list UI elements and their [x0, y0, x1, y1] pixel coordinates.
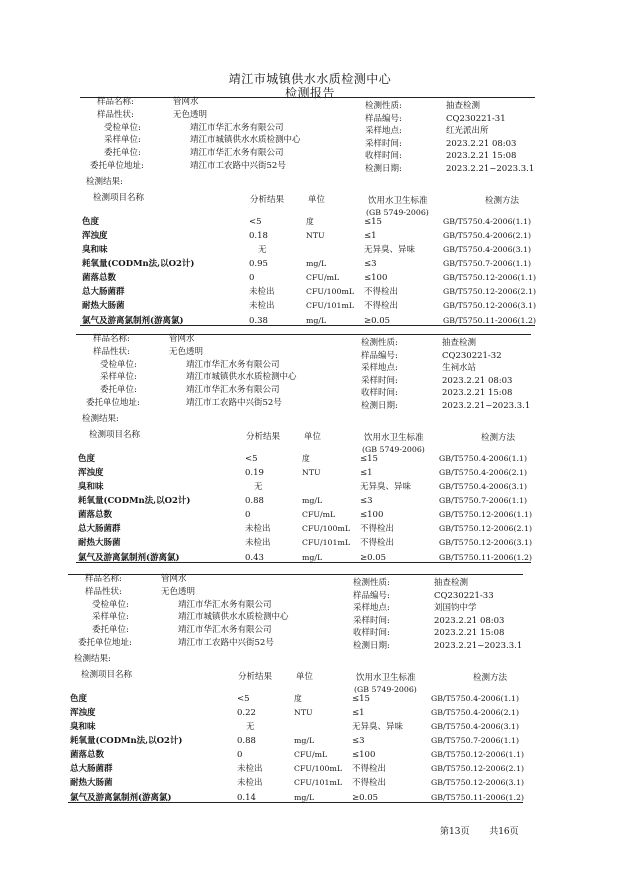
sample-nature-label: 检测性质:	[361, 338, 398, 348]
test-unit: NTU	[294, 708, 313, 717]
sampling-time-value: 2023.2.21 08:03	[446, 138, 517, 149]
test-method: GB/T5750.4-2006(1.1)	[431, 694, 520, 703]
test-result: 未检出	[249, 301, 275, 311]
sample-nature-value: 抽查检测	[446, 101, 481, 111]
sample-no-label: 样品编号:	[365, 113, 402, 124]
report-title: 检测报告	[284, 86, 335, 100]
sample-state-label: 样品性状:	[97, 109, 134, 120]
test-method: GB/T5750.12-2006(2.1)	[443, 287, 536, 296]
test-unit: CFU/100mL	[294, 764, 343, 773]
col-method-header: 检测方法	[473, 673, 508, 683]
test-method: GB/T5750.12-2006(1.1)	[443, 273, 536, 282]
sampling-unit-value: 靖江市城镇供水水质检测中心	[190, 135, 301, 146]
test-item-name: 浑浊度	[78, 468, 104, 478]
sample-state-value: 无色透明	[173, 109, 208, 120]
block-rule-top	[68, 574, 523, 575]
test-unit: CFU/101mL	[302, 538, 351, 547]
test-result: <5	[237, 694, 250, 704]
test-unit: CFU/mL	[306, 273, 340, 282]
test-item-name: 浑浊度	[82, 231, 108, 241]
col-standard-ref: (GB 5749-2006)	[366, 208, 429, 217]
test-standard: ≤15	[364, 217, 382, 227]
test-standard: ≤100	[352, 750, 376, 760]
test-standard: ≤1	[364, 231, 377, 241]
org-title: 靖江市城镇供水水质检测中心	[228, 72, 392, 86]
col-standard-ref: (GB 5749-2006)	[354, 685, 417, 694]
test-method: GB/T5750.11-2006(1.2)	[439, 553, 532, 562]
test-method: GB/T5750.7-2006(1.1)	[439, 496, 528, 505]
sampling-time-value: 2023.2.21 08:03	[434, 615, 505, 626]
sample-name-label: 样品名称:	[85, 574, 122, 584]
test-standard: ≤3	[352, 736, 365, 746]
block-rule-top	[76, 334, 531, 335]
test-standard: 不得检出	[364, 301, 399, 311]
test-unit: 度	[294, 694, 302, 703]
test-date-label: 检测日期:	[361, 401, 398, 411]
test-standard: ≤3	[360, 496, 373, 506]
commission-unit-value: 靖江市华汇水务有限公司	[178, 625, 272, 636]
test-item-name: 耐热大肠菌	[78, 538, 121, 548]
test-result: <5	[249, 217, 262, 227]
test-method: GB/T5750.4-2006(2.1)	[431, 708, 520, 717]
sampling-site-label: 采样地点:	[353, 603, 390, 614]
sample-nature-value: 抽查检测	[434, 578, 469, 588]
client-unit-label: 受检单位:	[104, 122, 141, 133]
sample-no-value: CQ230221-31	[446, 113, 506, 124]
test-method: GB/T5750.7-2006(1.1)	[431, 736, 520, 745]
col-unit-header: 单位	[308, 195, 326, 205]
sampling-time-value: 2023.2.21 08:03	[442, 375, 513, 386]
sample-name-value: 管网水	[161, 574, 187, 584]
test-item-name: 浑浊度	[70, 708, 96, 718]
test-item-name: 色度	[78, 454, 96, 464]
sampling-site-value: 生祠水站	[442, 363, 477, 374]
test-method: GB/T5750.11-2006(1.2)	[431, 793, 524, 802]
test-method: GB/T5750.4-2006(2.1)	[443, 231, 532, 240]
test-item-name: 臭和味	[82, 245, 108, 255]
page-footer	[440, 824, 519, 837]
sampling-unit-value: 靖江市城镇供水水质检测中心	[178, 612, 289, 623]
test-unit: CFU/101mL	[294, 778, 343, 787]
test-item-name: 总大肠菌群	[82, 287, 125, 297]
sample-name-value: 管网水	[169, 334, 195, 344]
test-item-name: 耐热大肠菌	[70, 778, 113, 788]
test-result: 0	[249, 273, 255, 283]
test-result: 0.38	[249, 316, 268, 326]
test-unit: 度	[302, 454, 310, 463]
sample-name-label: 样品名称:	[93, 334, 130, 344]
sample-state-label: 样品性状:	[93, 346, 130, 357]
test-standard: 不得检出	[352, 764, 387, 774]
test-result: 无	[246, 722, 255, 732]
sampling-time-label: 采样时间:	[361, 375, 398, 386]
col-unit-header: 单位	[304, 432, 322, 442]
test-unit: mg/L	[302, 553, 323, 562]
test-standard: 不得检出	[364, 287, 399, 297]
col-standard-header: 饮用水卫生标准	[364, 433, 424, 443]
test-result: 0.14	[237, 793, 256, 803]
test-item-name: 臭和味	[78, 482, 104, 492]
test-result: 0.22	[237, 708, 256, 718]
test-unit: CFU/mL	[294, 750, 328, 759]
test-method: GB/T5750.4-2006(1.1)	[439, 454, 528, 463]
test-standard: ≤3	[364, 259, 377, 269]
col-method-header: 检测方法	[481, 433, 516, 443]
test-method: GB/T5750.4-2006(2.1)	[439, 468, 528, 477]
sampling-site-label: 采样地点:	[365, 126, 402, 137]
col-item-header: 检测项目名称	[93, 193, 145, 203]
sample-state-value: 无色透明	[169, 346, 204, 357]
test-unit: mg/L	[294, 736, 315, 745]
test-method: GB/T5750.12-2006(3.1)	[439, 538, 532, 547]
receive-time-label: 收样时间:	[361, 388, 398, 399]
sample-nature-label: 检测性质:	[365, 101, 402, 111]
sampling-unit-label: 采样单位:	[104, 135, 141, 146]
commission-unit-value: 靖江市华汇水务有限公司	[190, 148, 284, 159]
test-item-name: 氯气及游离氯制剂(游离氯)	[82, 316, 184, 326]
test-item-name: 氯气及游离氯制剂(游离氯)	[70, 793, 172, 803]
test-method: GB/T5750.4-2006(3.1)	[431, 722, 520, 731]
test-method: GB/T5750.12-2006(2.1)	[439, 524, 532, 533]
test-item-name: 菌落总数	[78, 510, 113, 520]
test-method: GB/T5750.12-2006(2.1)	[431, 764, 524, 773]
test-item-name: 总大肠菌群	[78, 524, 121, 534]
commission-address-label: 委托单位地址:	[86, 398, 140, 408]
test-result: 0.88	[237, 736, 256, 746]
test-unit: mg/L	[306, 259, 327, 268]
test-standard: ≤15	[352, 694, 370, 704]
sample-nature-label: 检测性质:	[353, 578, 390, 588]
test-result: 未检出	[237, 764, 263, 774]
test-standard: ≥0.05	[364, 316, 391, 326]
test-result: 无	[258, 245, 267, 255]
test-unit: mg/L	[302, 496, 323, 505]
test-method: GB/T5750.12-2006(3.1)	[431, 778, 524, 787]
receive-time-value: 2023.2.21 15:08	[434, 628, 505, 639]
test-standard: 不得检出	[360, 538, 395, 548]
commission-address-value: 靖江市工农路中兴街52号	[178, 638, 274, 648]
test-unit: mg/L	[294, 793, 315, 802]
test-item-name: 氯气及游离氯制剂(游离氯)	[78, 553, 180, 563]
commission-unit-value: 靖江市华汇水务有限公司	[186, 385, 280, 396]
client-unit-value: 靖江市华汇水务有限公司	[186, 359, 280, 370]
commission-address-value: 靖江市工农路中兴街52号	[186, 398, 282, 408]
test-item-name: 耗氧量(CODMn法,以O2计)	[70, 736, 183, 746]
test-method: GB/T5750.4-2006(3.1)	[439, 482, 528, 491]
sample-no-label: 样品编号:	[361, 350, 398, 361]
sample-nature-value: 抽查检测	[442, 338, 477, 348]
results-label: 检测结果:	[74, 654, 111, 664]
test-result: 未检出	[245, 538, 271, 548]
sample-name-value: 管网水	[173, 97, 199, 107]
test-method: GB/T5750.4-2006(3.1)	[443, 245, 532, 254]
sampling-site-value: 刘国钧中学	[434, 603, 477, 614]
test-standard: 无异臭、异味	[352, 722, 404, 732]
test-item-name: 耗氧量(CODMn法,以O2计)	[82, 259, 195, 269]
test-standard: ≤1	[360, 468, 373, 478]
commission-unit-label: 委托单位:	[100, 385, 137, 396]
test-result: 0.88	[245, 496, 264, 506]
test-result: 0.19	[245, 468, 264, 478]
test-unit: 度	[306, 217, 314, 226]
col-item-header: 检测项目名称	[81, 670, 133, 680]
test-date-label: 检测日期:	[353, 641, 390, 651]
sample-no-label: 样品编号:	[353, 590, 390, 601]
col-unit-header: 单位	[296, 672, 314, 682]
test-result: 未检出	[237, 778, 263, 788]
sampling-unit-label: 采样单位:	[100, 372, 137, 383]
test-standard: ≤100	[360, 510, 384, 520]
col-standard-ref: (GB 5749-2006)	[362, 445, 425, 454]
commission-address-label: 委托单位地址:	[78, 638, 132, 648]
test-method: GB/T5750.11-2006(1.2)	[443, 316, 536, 325]
receive-time-value: 2023.2.21 15:08	[442, 388, 513, 399]
receive-time-label: 收样时间:	[365, 151, 402, 162]
test-standard: ≤100	[364, 273, 388, 283]
page-number: 第13页	[440, 827, 470, 837]
test-result: <5	[245, 454, 258, 464]
test-standard: ≤15	[360, 454, 378, 464]
sampling-unit-label: 采样单位:	[92, 612, 129, 623]
test-item-name: 色度	[70, 694, 88, 704]
test-method: GB/T5750.12-2006(3.1)	[443, 301, 536, 310]
test-standard: 不得检出	[352, 778, 387, 788]
test-standard: ≤1	[352, 708, 365, 718]
sample-no-value: CQ230221-32	[442, 350, 502, 361]
sampling-time-label: 采样时间:	[365, 138, 402, 149]
page-total: 共16页	[489, 827, 519, 837]
test-item-name: 菌落总数	[82, 273, 117, 283]
client-unit-label: 受检单位:	[100, 359, 137, 370]
test-standard: 无异臭、异味	[364, 245, 416, 255]
client-unit-value: 靖江市华汇水务有限公司	[178, 599, 272, 610]
col-result-header: 分析结果	[246, 432, 281, 442]
test-unit: CFU/101mL	[306, 301, 355, 310]
test-result: 未检出	[249, 287, 275, 297]
test-item-name: 耗氧量(CODMn法,以O2计)	[78, 496, 191, 506]
commission-unit-label: 委托单位:	[92, 625, 129, 636]
commission-address-label: 委托单位地址:	[90, 161, 144, 171]
test-standard: 不得检出	[360, 524, 395, 534]
test-date-value: 2023.2.21~2023.3.1	[442, 401, 531, 411]
sample-no-value: CQ230221-33	[434, 590, 494, 601]
test-item-name: 色度	[82, 217, 100, 227]
test-date-value: 2023.2.21~2023.3.1	[434, 641, 523, 651]
test-item-name: 菌落总数	[70, 750, 105, 760]
test-result: 未检出	[245, 524, 271, 534]
sampling-time-label: 采样时间:	[353, 615, 390, 626]
test-date-value: 2023.2.21~2023.3.1	[446, 164, 535, 174]
test-standard: 无异臭、异味	[360, 482, 412, 492]
test-item-name: 总大肠菌群	[70, 764, 113, 774]
test-result: 无	[254, 482, 263, 492]
test-result: 0.43	[245, 553, 264, 563]
client-unit-value: 靖江市华汇水务有限公司	[190, 122, 284, 133]
block-rule-top	[80, 97, 535, 98]
test-result: 0.95	[249, 259, 268, 269]
receive-time-label: 收样时间:	[353, 628, 390, 639]
test-standard: ≥0.05	[360, 553, 387, 563]
test-unit: NTU	[302, 468, 321, 477]
test-unit: CFU/100mL	[306, 287, 355, 296]
test-method: GB/T5750.7-2006(1.1)	[443, 259, 532, 268]
sample-state-value: 无色透明	[161, 586, 196, 597]
test-unit: CFU/mL	[302, 510, 336, 519]
test-unit: CFU/100mL	[302, 524, 351, 533]
sampling-site-label: 采样地点:	[361, 363, 398, 374]
test-result: 0	[245, 510, 251, 520]
test-date-label: 检测日期:	[365, 164, 402, 174]
col-result-header: 分析结果	[250, 195, 285, 205]
commission-address-value: 靖江市工农路中兴街52号	[190, 161, 286, 171]
test-item-name: 臭和味	[70, 722, 96, 732]
client-unit-label: 受检单位:	[92, 599, 129, 610]
col-standard-header: 饮用水卫生标准	[368, 196, 428, 206]
commission-unit-label: 委托单位:	[104, 148, 141, 159]
test-method: GB/T5750.4-2006(1.1)	[443, 217, 532, 226]
sample-name-label: 样品名称:	[97, 97, 134, 107]
col-standard-header: 饮用水卫生标准	[356, 673, 416, 683]
sampling-unit-value: 靖江市城镇供水水质检测中心	[186, 372, 297, 383]
col-item-header: 检测项目名称	[89, 430, 141, 440]
receive-time-value: 2023.2.21 15:08	[446, 151, 517, 162]
test-standard: ≥0.05	[352, 793, 379, 803]
sample-state-label: 样品性状:	[85, 586, 122, 597]
results-label: 检测结果:	[82, 414, 119, 424]
test-item-name: 耐热大肠菌	[82, 301, 125, 311]
test-unit: mg/L	[306, 316, 327, 325]
test-unit: NTU	[306, 231, 325, 240]
test-result: 0.18	[249, 231, 268, 241]
sampling-site-value: 红光派出所	[446, 126, 489, 137]
col-result-header: 分析结果	[238, 672, 273, 682]
test-method: GB/T5750.12-2006(1.1)	[439, 510, 532, 519]
col-method-header: 检测方法	[485, 196, 520, 206]
test-method: GB/T5750.12-2006(1.1)	[431, 750, 524, 759]
test-result: 0	[237, 750, 243, 760]
results-label: 检测结果:	[86, 177, 123, 187]
